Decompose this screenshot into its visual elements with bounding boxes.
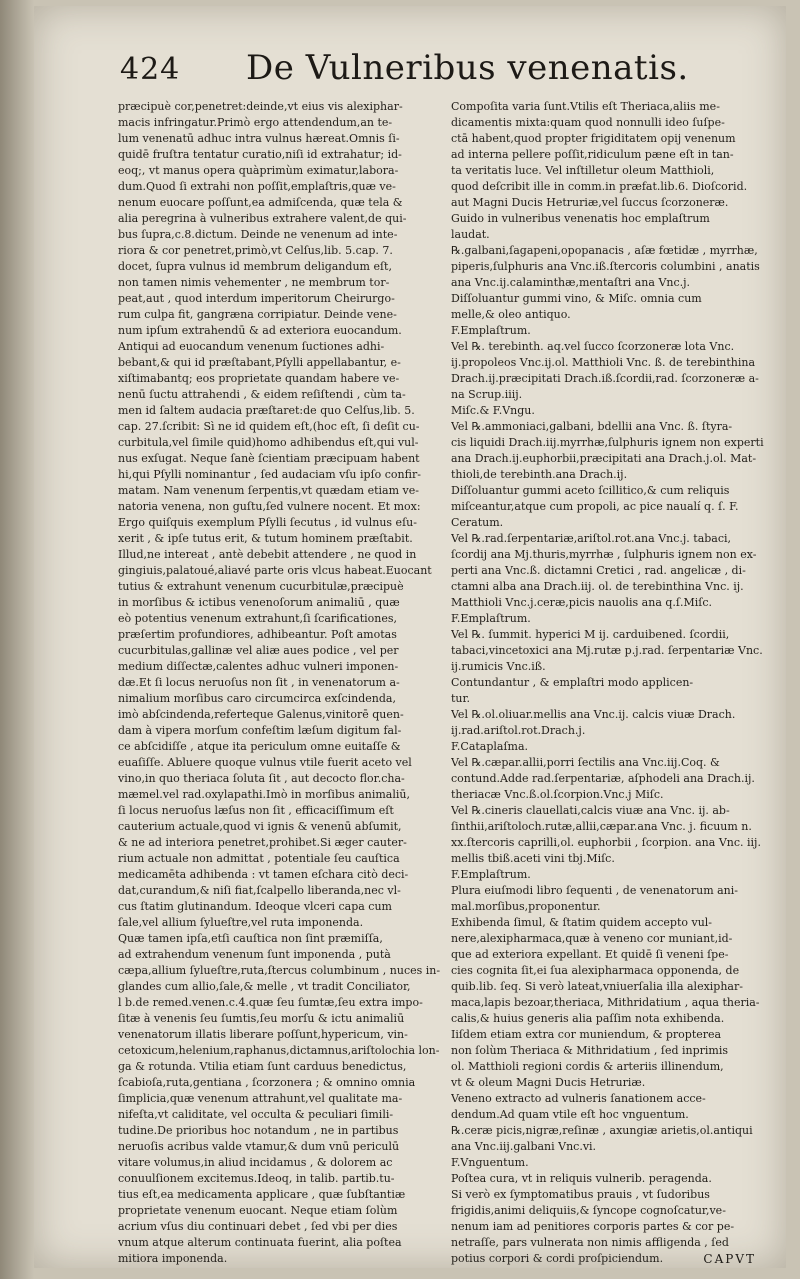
text-line: men id ſaltem audacia præſtaret:de quo Celſus,lib. 5. — [118, 404, 415, 417]
text-line: F.Cataplaſma. — [451, 740, 529, 753]
text-line: præcipuè cor,penetret:deinde,vt eius vis alexiphar- — [118, 100, 403, 113]
page-header — [34, 48, 786, 98]
text-line: theriacæ Vnc.ß.ol.ſcorpion.Vnc.j Miſc. — [451, 788, 664, 801]
text-line: Poſtea cura, vt in reliquis vulnerib. peragenda. — [451, 1172, 712, 1185]
book-gutter-shadow — [0, 0, 34, 1279]
text-line: nenum iam ad penitiores corporis partes & cor pe- — [451, 1220, 735, 1233]
text-line: ij.rad.ariſtol.rot.Drach.j. — [451, 724, 586, 737]
text-line: nimalium morſibus caro circumcirca exſcindenda, — [118, 692, 396, 705]
text-line: Ceratum. — [451, 516, 504, 529]
text-line: cæpa,allium ſylueſtre,ruta,ſtercus columbinum , nuces in- — [118, 964, 441, 977]
text-line: gingiuis,palatoué,aliavé parte oris vlcus habeat.Euocant — [118, 564, 432, 577]
text-line: Diſſoluantur gummi vino, & Miſc. omnia cum — [451, 292, 702, 305]
text-line: xerit , & ipſe tutus erit, & tutum hominem præſtabit. — [118, 532, 413, 545]
text-line: riora & cor penetret,primò,vt Celſus,lib. 5.cap. 7. — [118, 244, 393, 257]
text-line: mæmel.vel rad.oxylapathi.Imò in morſibus animaliū, — [118, 788, 410, 801]
text-line: Vel ℞.ammoniaci,galbani, bdellii ana Vnc. ß. ſtyra- — [451, 420, 733, 433]
text-line: peat,aut , quod interdum imperitorum Cheirurgo- — [118, 292, 395, 305]
text-line: na Scrup.iiij. — [451, 388, 523, 401]
text-line: Vel ℞.rad.ſerpentariæ,ariſtol.rot.ana Vnc.j. tabaci, — [451, 532, 732, 545]
text-line: medium diſſectæ,calentes adhuc vulneri imponen- — [118, 660, 399, 673]
page-number: 424 — [120, 52, 181, 87]
text-line: thioli,de terebinth.ana Drach.ij. — [451, 468, 628, 481]
text-line: ſale,vel allium ſylueſtre,vel ruta imponenda. — [118, 916, 364, 929]
text-line: ctamni alba ana Drach.iij. ol. de terebinthina Vnc. ij. — [451, 580, 744, 593]
text-line: ſimplicia,quæ venenum attrahunt,vel qualitate ma- — [118, 1092, 403, 1105]
text-line: Vel ℞. ſummit. hyperici M ij. carduibened. ſcordii, — [451, 628, 730, 641]
text-line: dum.Quod ſi extrahi non poſſit,emplaſtris,quæ ve- — [118, 180, 396, 193]
text-line: quib.lib. ſeq. Si verò lateat,vniuerſalia illa alexiphar- — [451, 980, 743, 993]
text-line: cap. 27.ſcribit: Sì ne id quidem eſt,(hoc eſt, ſi deſit cu- — [118, 420, 420, 433]
text-line: nus exſugat. Neque ſanè ſcientiam præcipuam habent — [118, 452, 420, 465]
text-line: Antiqui ad euocandum venenum ſuctiones adhi- — [118, 340, 385, 353]
text-line: imò abſcindenda,referteque Galenus,vinitorē quen- — [118, 708, 404, 721]
text-line: F.Emplaſtrum. — [451, 612, 531, 625]
text-line: ana Vnc.iij.galbani Vnc.vi. — [451, 1140, 597, 1153]
text-line: ol. Matthioli regioni cordis & arteriis illinendum, — [451, 1060, 724, 1073]
text-line: aut Magni Ducis Hetruriæ,vel ſuccus ſcorzoneræ. — [451, 196, 729, 209]
text-line: & ne ad interiora penetret,prohibet.Si æger cauter- — [118, 836, 407, 849]
text-line: maca,lapis bezoar,theriaca, Mithridatium , aqua theria- — [451, 996, 760, 1009]
text-line: Compoſita varia ſunt.Vtilis eſt Theriaca,aliis me- — [451, 100, 720, 113]
text-line: ſi locus neruoſus læſus non ſit , efficaciſſimum eſt — [118, 804, 394, 817]
text-line: Iiſdem etiam extra cor muniendum, & propterea — [451, 1028, 722, 1041]
text-line: venenatorum illatis liberare poſſunt,hypericum, vin- — [118, 1028, 408, 1041]
text-line: Exhibenda ſimul, & ſtatim quidem accepto vul- — [451, 916, 713, 929]
text-line: dam à vipera morſum confeſtim læſum digitum fal- — [118, 724, 402, 737]
text-line: potius corpori & cordi proſpiciendum. — [451, 1252, 664, 1265]
text-line: calis,& huius generis alia paſſim nota exhibenda. — [451, 1012, 725, 1025]
text-line: macis infringatur.Primò ergo attendendum,an te- — [118, 116, 393, 129]
text-line: Vel ℞.cæpar.allii,porri ſectilis ana Vnc.iij.Coq. & — [451, 756, 720, 769]
text-line: cies cognita ſit,ei ſua alexipharmaca opponenda, de — [451, 964, 740, 977]
left-text-column — [118, 99, 446, 1267]
text-line: piperis,ſulphuris ana Vnc.iß.ſtercoris columbini , anatis — [451, 260, 760, 273]
text-line: ſitæ à venenis ſeu ſumtis,ſeu morſu & ictu animaliū — [118, 1012, 405, 1025]
text-line: xiſtimabantq; eos proprietate quandam habere ve- — [118, 372, 400, 385]
text-line: natoria venena, non guſtu,ſed vulnere nocent. Et mox: — [118, 500, 421, 513]
text-line: glandes cum allio,ſale,& melle , vt tradit Conciliator, — [118, 980, 411, 993]
text-line: Diſſoluantur gummi aceto ſcillitico,& cum reliquis — [451, 484, 730, 497]
text-line: curbitula,vel ſimile quid)homo adhibendus eſt,qui vul- — [118, 436, 419, 449]
text-line: melle,& oleo antiquo. — [451, 308, 571, 321]
text-line: ta veritatis luce. Vel inſtilletur oleum Matthioli, — [451, 164, 715, 177]
text-line: ſcabioſa,ruta,gentiana , ſcorzonera ; & omnino omnia — [118, 1076, 416, 1089]
right-text-column — [451, 99, 771, 1267]
text-line: num ipſum extrahendū & ad exteriora euocandum. — [118, 324, 402, 337]
text-line: hi,qui Pſylli nominantur , ſed audaciam vſu ipſo confir- — [118, 468, 421, 481]
text-line: vino,in quo theriaca ſoluta ſit , aut decocto flor.cha- — [118, 772, 405, 785]
text-line: vitare volumus,in aliud incidamus , & dolorem ac — [118, 1156, 393, 1169]
text-line: l b.de remed.venen.c.4.quæ ſeu ſumtæ,ſeu extra impo- — [118, 996, 423, 1009]
text-line: ij.rumicis Vnc.iß. — [451, 660, 546, 673]
text-line: cetoxicum,helenium,raphanus,dictamnus,ariſtolochia lon- — [118, 1044, 440, 1057]
text-line: Guido in vulneribus venenatis hoc emplaſtrum — [451, 212, 710, 225]
catchword: CAPVT — [703, 1252, 756, 1266]
text-line: Vel ℞. terebinth. aq.vel ſucco ſcorzoneræ lota Vnc. — [451, 340, 735, 353]
text-line: dat,curandum,& niſi fiat,ſcalpello liberanda,nec vl- — [118, 884, 401, 897]
text-line: Plura eiuſmodi libro ſequenti , de venenatorum ani- — [451, 884, 738, 897]
text-line: eoq;, vt manus opera quàprimùm eximatur,labora- — [118, 164, 399, 177]
text-line: Quæ tamen ipſa,etſi cauſtica non ſint præmiſſa, — [118, 932, 383, 945]
text-line: in morſibus & ictibus venenoſorum animaliū , quæ — [118, 596, 400, 609]
text-line: ſinthii,ariſtoloch.rutæ,allii,cæpar.ana Vnc. j. ficuum n. — [451, 820, 752, 833]
text-line: mellis tbiß.aceti vini tbj.Miſc. — [451, 852, 615, 865]
text-line: acrium vſus diu continuari debet , ſed vbi per dies — [118, 1220, 398, 1233]
text-line: ctā habent,quod propter frigiditatem opij venenum — [451, 132, 736, 145]
text-line: tius eſt,ea medicamenta applicare , quæ ſubſtantiæ — [118, 1188, 406, 1201]
text-line: Illud,ne intereat , antè debebit attendere , ne quod in — [118, 548, 417, 561]
running-title: De Vulneribus venenatis. — [246, 48, 689, 88]
text-line: cucurbitulas,gallinæ vel aliæ aues podice , vel per — [118, 644, 399, 657]
text-line: cauterium actuale,quod vi ignis & venenū abſumit, — [118, 820, 402, 833]
text-line: F.Vnguentum. — [451, 1156, 529, 1169]
text-line: ga & rotunda. Vtilia etiam ſunt carduus benedictus, — [118, 1060, 407, 1073]
text-line: F.Emplaſtrum. — [451, 324, 531, 337]
text-line: mitiora imponenda. — [118, 1252, 228, 1265]
text-line: nere,alexipharmaca,quæ à veneno cor muniant,id- — [451, 932, 733, 945]
text-line: Veneno extracto ad vulneris ſanationem acce- — [451, 1092, 706, 1105]
text-line: Contundantur , & emplaſtri modo applicen- — [451, 676, 694, 689]
text-line: matam. Nam venenum ſerpentis,vt quædam etiam ve- — [118, 484, 419, 497]
text-line: contund.Adde rad.ſerpentariæ, aſphodeli ana Drach.ij. — [451, 772, 755, 785]
text-line: præſertim profundiores, adhibeantur. Poſt amotas — [118, 628, 397, 641]
text-line: mal.morſibus,proponentur. — [451, 900, 601, 913]
text-line: non ſolùm Theriaca & Mithridatium , ſed inprimis — [451, 1044, 729, 1057]
text-line: nenū ſuctu attrahendi , & eidem reſiſtendi , cùm ta- — [118, 388, 406, 401]
text-line: perti ana Vnc.ß. dictamni Cretici , rad. angelicæ , di- — [451, 564, 746, 577]
text-line: euaſiſſe. Abluere quoque vulnus vtile fuerit aceto vel — [118, 756, 412, 769]
text-line: xx.ſtercoris caprilli,ol. euphorbii , ſcorpion. ana Vnc. iij. — [451, 836, 761, 849]
text-line: dæ.Et ſi locus neruoſus non ſit , in venenatorum a- — [118, 676, 400, 689]
text-line: ad extrahendum venenum ſunt imponenda , putà — [118, 948, 391, 961]
text-line: miſceantur,atque cum propoli, ac pice naualí q. ſ. F. — [451, 500, 739, 513]
text-line: non tamen nimis vehementer , ne membrum tor- — [118, 276, 390, 289]
text-line: Miſc.& F.Vngu. — [451, 404, 535, 417]
text-line: Vel ℞.ol.oliuar.mellis ana Vnc.ij. calcis viuæ Drach. — [451, 708, 736, 721]
text-line: netraſſe, pars vulnerata non nimis affligenda , ſed — [451, 1236, 729, 1249]
text-line: cus ſtatim glutinandum. Ideoque vlceri capa cum — [118, 900, 392, 913]
text-line: rium actuale non admittat , potentiale ſeu cauſtica — [118, 852, 400, 865]
text-line: quidē fruſtra tentatur curatio,niſi id extrahatur; id- — [118, 148, 402, 161]
text-line: neruoſis acribus valde vtamur,& dum vnū periculū — [118, 1140, 400, 1153]
text-line: tabaci,vincetoxici ana Mj.rutæ p.j.rad. ſerpentariæ Vnc. — [451, 644, 763, 657]
text-line: medicamēta adhibenda : vt tamen eſchara citò deci- — [118, 868, 409, 881]
text-line: vt & oleum Magni Ducis Hetruriæ. — [451, 1076, 646, 1089]
text-line: laudat. — [451, 228, 490, 241]
text-line: proprietate venenum euocant. Neque etiam ſolùm — [118, 1204, 398, 1217]
text-line: lum venenatū adhuc intra vulnus hæreat.Omnis ſi- — [118, 132, 400, 145]
text-line: frigidis,animi deliquiis,& ſyncope cognoſcatur,ve- — [451, 1204, 726, 1217]
text-line: cis liquidi Drach.iij.myrrhæ,ſulphuris ignem non experti — [451, 436, 764, 449]
text-line: ad interna pellere poſſit,ridiculum pæne eſt in tan- — [451, 148, 734, 161]
text-line: tur. — [451, 692, 471, 705]
text-line: ce abſcidiſſe , atque ita periculum omne euitaſſe & — [118, 740, 401, 753]
text-line: rum culpa fit, gangræna corripiatur. Deinde vene- — [118, 308, 397, 321]
text-line: ℞.galbani,ſagapeni,opopanacis , aſæ fœtidæ , myrrhæ, — [451, 244, 758, 257]
text-line: Drach.ij.præcipitati Drach.iß.ſcordii,rad. ſcorzoneræ a- — [451, 372, 759, 385]
text-line: nenum euocare poſſunt,ea admiſcenda, quæ tela & — [118, 196, 403, 209]
text-line: dicamentis mixta:quam quod nonnulli ideo ſuſpe- — [451, 116, 725, 129]
text-line: nifeſta,vt caliditate, vel occulta & peculiari ſimili- — [118, 1108, 394, 1121]
text-line: Vel ℞.cineris clauellati,calcis viuæ ana Vnc. ij. ab- — [451, 804, 730, 817]
text-line: ana Vnc.ij.calaminthæ,mentaſtri ana Vnc.j. — [451, 276, 691, 289]
text-line: tutius & extrahunt venenum cucurbitulæ,præcipuè — [118, 580, 404, 593]
text-line: ana Drach.ij.euphorbii,præcipitati ana Drach.j.ol. Mat- — [451, 452, 757, 465]
text-line: quod deſcribit ille in comm.in præfat.lib.6. Dioſcorid. — [451, 180, 748, 193]
text-line: ℞.ceræ picis,nigræ,reſinæ , axungiæ arietis,ol.antiqui — [451, 1124, 753, 1137]
text-line: conuulſionem excitemus.Ideoq, in talib. partib.tu- — [118, 1172, 395, 1185]
text-line: vnum atque alterum continuata fuerint, alia poſtea — [118, 1236, 402, 1249]
text-line: Si verò ex ſymptomatibus prauis , vt ſudoribus — [451, 1188, 710, 1201]
text-line: Matthioli Vnc.j.ceræ,picis nauolis ana q.ſ.Miſc. — [451, 596, 712, 609]
text-line: ſcordij ana Mj.thuris,myrrhæ , ſulphuris ignem non ex- — [451, 548, 757, 561]
text-line: ij.propoleos Vnc.ij.ol. Matthioli Vnc. ß. de terebinthina — [451, 356, 756, 369]
text-line: Ergo quiſquis exemplum Pſylli ſecutus , id vulnus eſu- — [118, 516, 417, 529]
text-line: F.Emplaſtrum. — [451, 868, 531, 881]
text-line: eò potentius venenum extrahunt,ſi ſcarificationes, — [118, 612, 398, 625]
text-line: que ad exteriora expellant. Et quidē ſi veneni ſpe- — [451, 948, 729, 961]
text-line: dendum.Ad quam vtile eſt hoc vnguentum. — [451, 1108, 689, 1121]
text-line: tudine.De prioribus hoc notandum , ne in partibus — [118, 1124, 399, 1137]
text-line: docet, ſupra vulnus id membrum deligandum eſt, — [118, 260, 392, 273]
text-line: bebant,& qui id præſtabant,Pſylli appellabantur, e- — [118, 356, 401, 369]
text-line: alia peregrina à vulneribus extrahere valent,de qui- — [118, 212, 407, 225]
text-line: bus ſupra,c.8.dictum. Deinde ne venenum ad inte- — [118, 228, 398, 241]
book-page — [34, 6, 786, 1268]
